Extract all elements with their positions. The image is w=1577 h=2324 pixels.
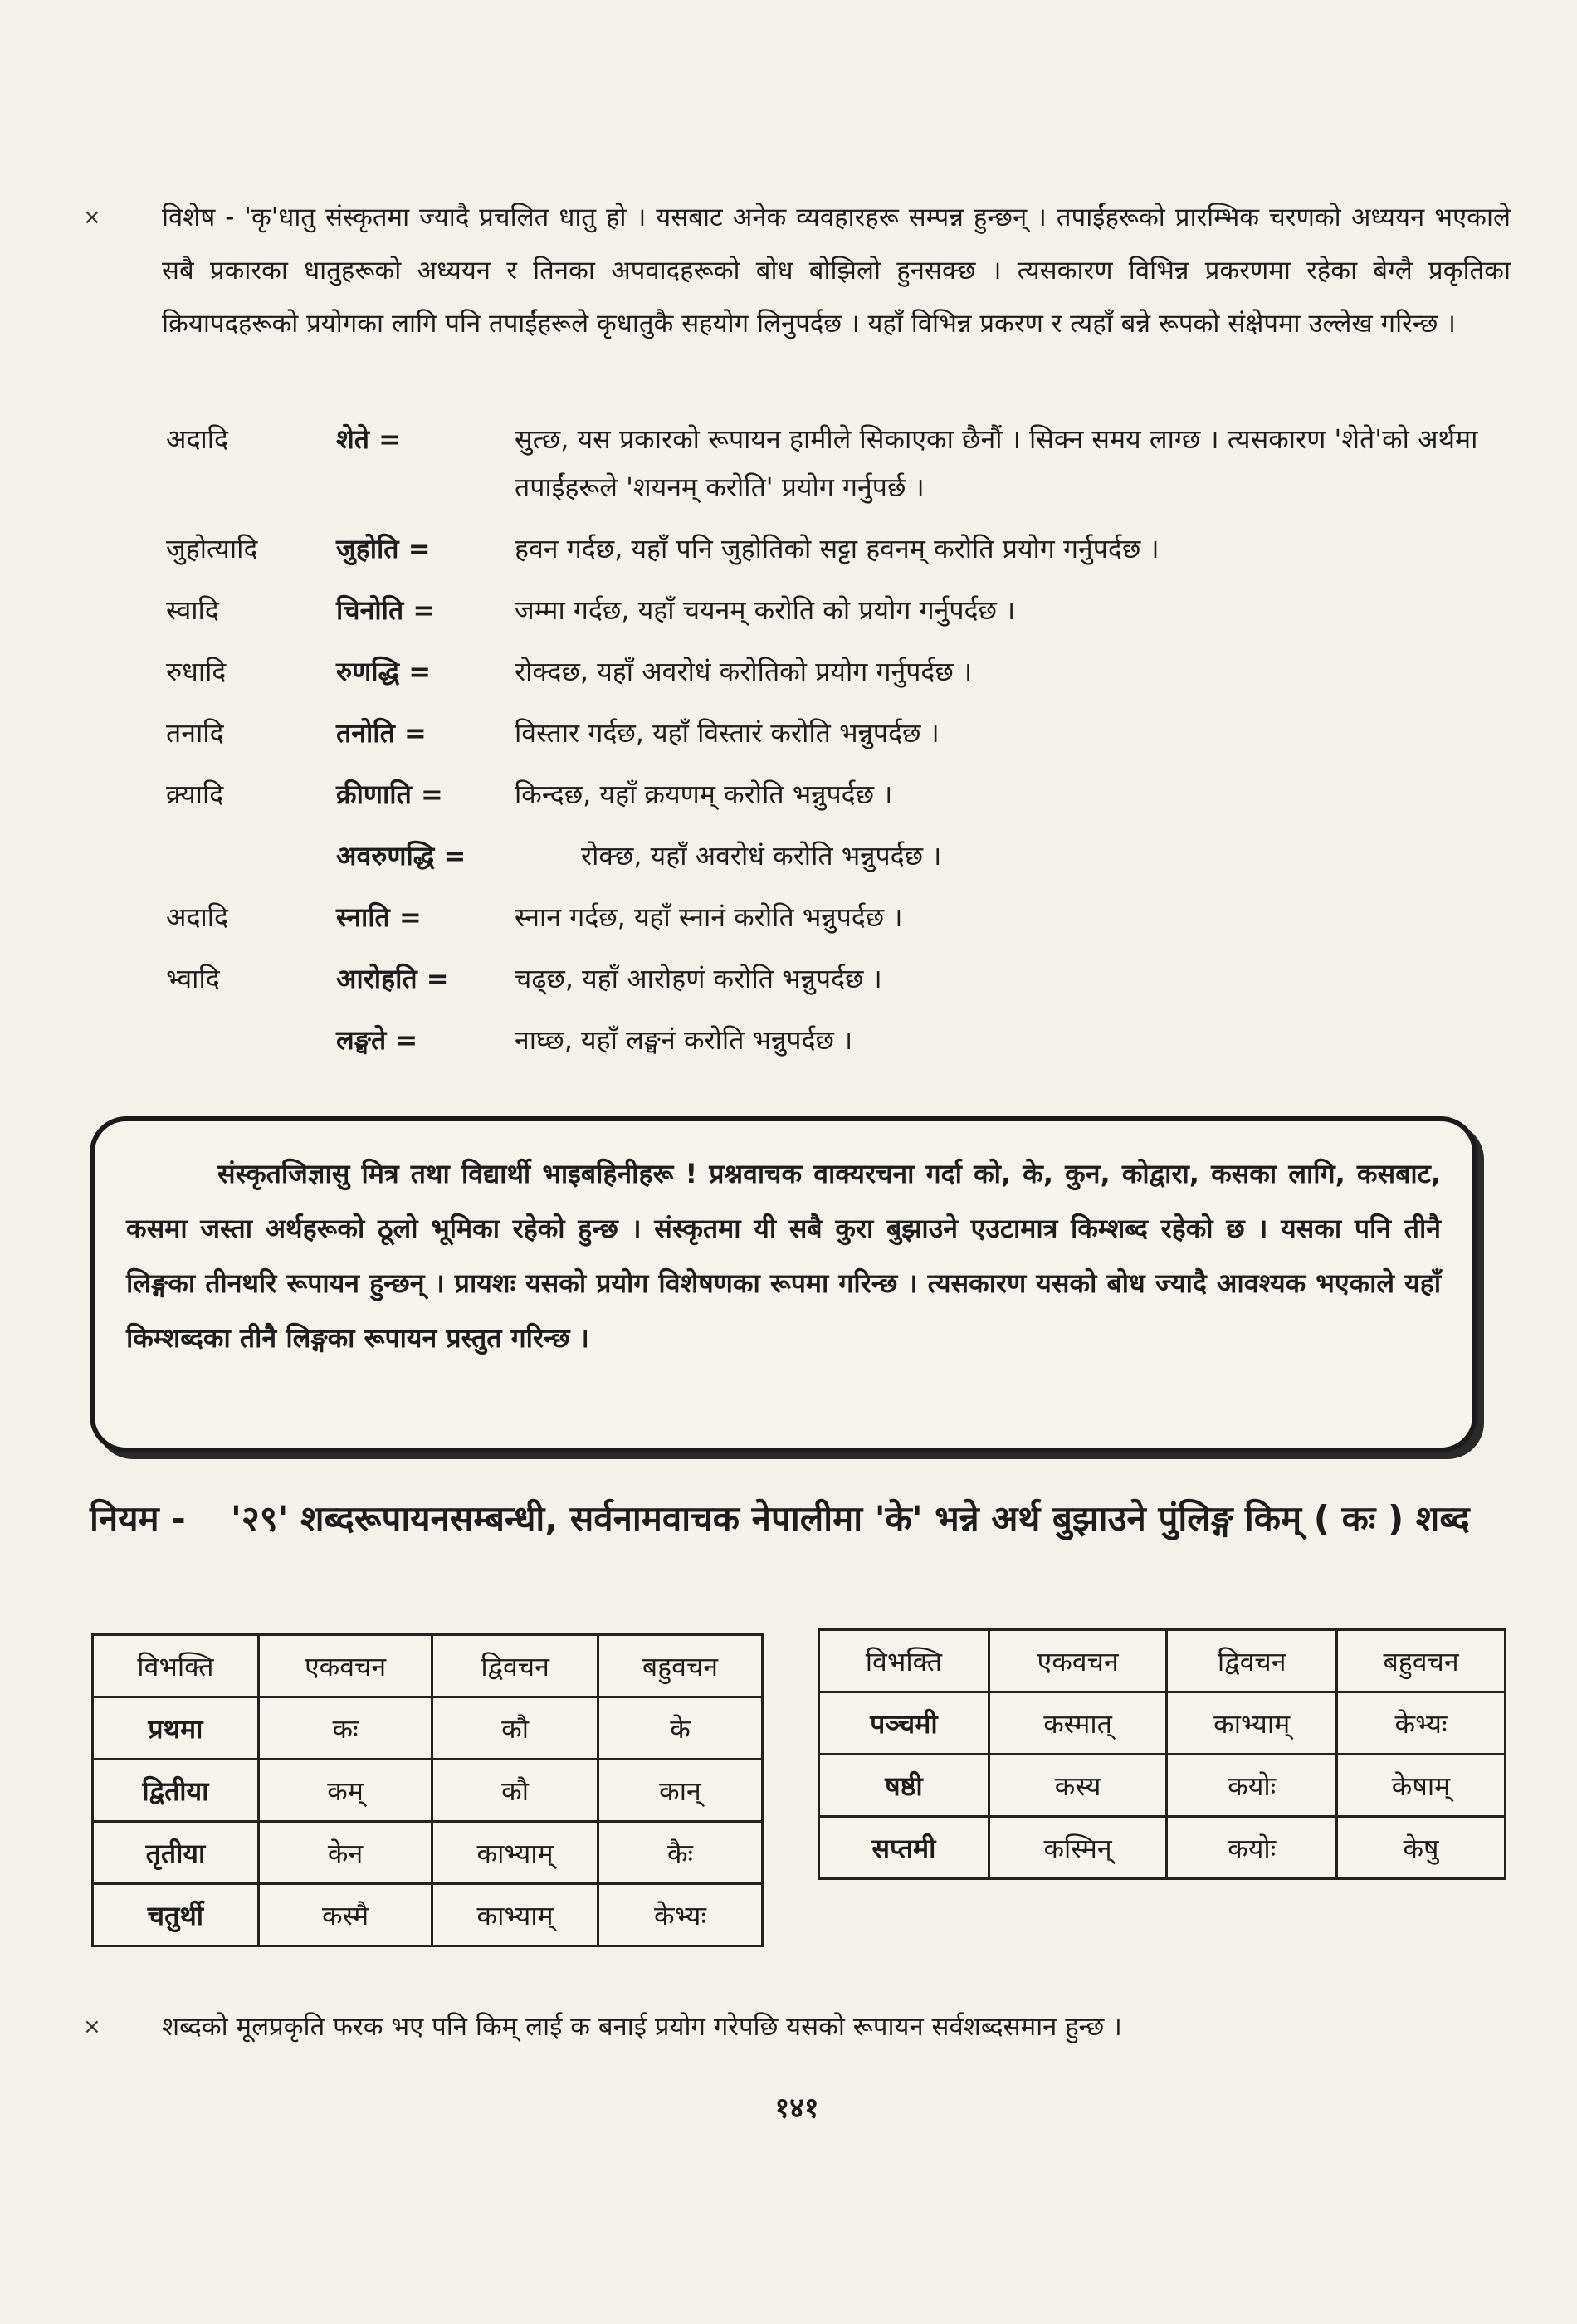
verb-row bbox=[166, 415, 1511, 511]
info-callout-box bbox=[90, 1116, 1477, 1452]
verb-gana: अदादि bbox=[166, 423, 229, 455]
verb-row bbox=[166, 893, 1511, 941]
verb-meaning: जम्मा गर्दछ, यहाँ चयनम् करोति को प्रयोग गर्नुपर्दछ । bbox=[515, 594, 1016, 626]
form-cell: केषाम् bbox=[1337, 1755, 1506, 1817]
footer-note-text: शब्दको मूलप्रकृति फरक भए पनि किम् लाई क बनाई प्रयोग गरेपछि यसको रूपायन सर्वशब्दसमान हुन्छ । bbox=[162, 2012, 1122, 2042]
verb-gana: क्र्यादि bbox=[166, 779, 224, 810]
verb-gana: भ्वादि bbox=[166, 963, 220, 994]
header-dvivachan: द्विवचन bbox=[432, 1635, 598, 1697]
verb-row bbox=[166, 647, 1511, 696]
verb-row bbox=[166, 525, 1511, 573]
form-cell: केभ्यः bbox=[598, 1884, 762, 1946]
rule-heading bbox=[90, 1486, 1517, 1552]
footer-note bbox=[83, 2000, 1511, 2053]
verb-form: क्रीणाति = bbox=[336, 779, 443, 810]
form-cell: काभ्याम् bbox=[432, 1884, 598, 1946]
form-cell: कस्मात् bbox=[989, 1692, 1167, 1755]
verb-row bbox=[166, 1016, 1511, 1064]
header-dvivachan: द्विवचन bbox=[1167, 1630, 1337, 1692]
header-bahuvachan: बहुवचन bbox=[1337, 1630, 1506, 1692]
table-header-row bbox=[819, 1630, 1506, 1692]
verb-form: आरोहति = bbox=[336, 963, 449, 994]
form-cell: कस्य bbox=[989, 1755, 1167, 1817]
case-cell: तृतीया bbox=[93, 1822, 259, 1884]
verb-meaning: किन्दछ, यहाँ क्रयणम् करोति भन्नुपर्दछ । bbox=[515, 779, 893, 810]
form-cell: कम् bbox=[258, 1760, 432, 1822]
verb-form: चिनोति = bbox=[336, 594, 436, 626]
case-cell: प्रथमा bbox=[93, 1697, 259, 1760]
rule-label: नियम - bbox=[90, 1498, 186, 1539]
header-ekavachan: एकवचन bbox=[989, 1630, 1167, 1692]
verb-form: लङ्घते = bbox=[336, 1024, 418, 1056]
verb-meaning: रोक्छ, यहाँ अवरोधं करोति भन्नुपर्दछ । bbox=[581, 840, 942, 872]
verb-row bbox=[166, 954, 1511, 1003]
form-cell: केन bbox=[258, 1822, 432, 1884]
header-vibhakti: विभक्ति bbox=[819, 1630, 989, 1692]
verb-gana: तनादि bbox=[166, 717, 224, 749]
verb-form: स्नाति = bbox=[336, 901, 422, 933]
form-cell: केभ्यः bbox=[1337, 1692, 1506, 1755]
verb-meaning: रोक्दछ, यहाँ अवरोधं करोतिको प्रयोग गर्नुपर्दछ । bbox=[515, 656, 973, 687]
verb-form: तनोति = bbox=[336, 717, 427, 749]
form-cell: काभ्याम् bbox=[432, 1822, 598, 1884]
verb-gana: जुहोत्यादि bbox=[166, 533, 258, 564]
table-row bbox=[819, 1817, 1506, 1879]
case-cell: पञ्चमी bbox=[819, 1692, 989, 1755]
verb-meaning: चढ्छ, यहाँ आरोहणं करोति भन्नुपर्दछ । bbox=[515, 963, 882, 994]
rule-text: '२९' शब्दरूपायनसम्बन्धी, सर्वनामवाचक नेपालीमा 'के' भन्ने अर्थ बुझाउने पुंलिङ्ग किम् ( कः ) शब्द bbox=[231, 1498, 1470, 1539]
verb-form: जुहोति = bbox=[336, 533, 431, 564]
form-cell: कस्मिन् bbox=[989, 1817, 1167, 1879]
declension-table-right bbox=[818, 1628, 1506, 1880]
verb-form: रुणद्धि = bbox=[336, 656, 432, 687]
verb-row bbox=[166, 709, 1511, 757]
table-header-row bbox=[93, 1635, 763, 1697]
form-cell: कः bbox=[258, 1697, 432, 1760]
intro-note bbox=[83, 191, 1511, 350]
verb-list bbox=[166, 415, 1511, 1077]
table-row bbox=[93, 1884, 763, 1946]
verb-gana: रुधादि bbox=[166, 656, 227, 687]
case-cell: द्वितीया bbox=[93, 1760, 259, 1822]
table-row bbox=[93, 1822, 763, 1884]
bullet-cross-icon: × bbox=[83, 205, 101, 230]
case-cell: सप्तमी bbox=[819, 1817, 989, 1879]
header-bahuvachan: बहुवचन bbox=[598, 1635, 762, 1697]
intro-note-text: विशेष - 'कृ'धातु संस्कृतमा ज्यादै प्रचलित धातु हो । यसबाट अनेक व्यवहारहरू सम्पन्न हुन्छन् । तपाईंहरूको प्रारम्भिक चरणको अध्ययन भएकाले सबै प्रकारका धातुहरूको अध्ययन र तिनका अपवादहरूको बोध बोझिलो हुनसक्छ । त्यसकारण विभिन्न प्रकरणमा रहेका बेग्लै प्रकृतिका क्रियापदहरूको प्रयोगका लागि पनि तपाईंहरूले कृधातुकै सहयोग लिनुपर्दछ । यहाँ विभिन्न प्रकरण र त्यहाँ बन्ने रूपको संक्षेपमा उल्लेख गरिन्छ । bbox=[162, 203, 1511, 339]
verb-gana: अदादि bbox=[166, 901, 229, 933]
bullet-cross-icon: × bbox=[83, 2014, 101, 2039]
form-cell: काभ्याम् bbox=[1167, 1692, 1337, 1755]
verb-row bbox=[166, 832, 1511, 880]
header-ekavachan: एकवचन bbox=[258, 1635, 432, 1697]
table-row bbox=[819, 1692, 1506, 1755]
form-cell: कयोः bbox=[1167, 1817, 1337, 1879]
form-cell: कैः bbox=[598, 1822, 762, 1884]
table-row bbox=[93, 1760, 763, 1822]
verb-meaning: विस्तार गर्दछ, यहाँ विस्तारं करोति भन्नुपर्दछ । bbox=[515, 717, 940, 749]
case-cell: चतुर्थी bbox=[93, 1884, 259, 1946]
page-number: १४१ bbox=[774, 2092, 819, 2125]
verb-meaning: स्नान गर्दछ, यहाँ स्नानं करोति भन्नुपर्दछ । bbox=[515, 901, 903, 933]
verb-meaning: नाघ्छ, यहाँ लङ्घनं करोति भन्नुपर्दछ । bbox=[515, 1024, 853, 1056]
case-cell: षष्ठी bbox=[819, 1755, 989, 1817]
verb-meaning: हवन गर्दछ, यहाँ पनि जुहोतिको सट्टा हवनम् करोति प्रयोग गर्नुपर्दछ । bbox=[515, 533, 1160, 564]
verb-row bbox=[166, 586, 1511, 634]
verb-form: अवरुणद्धि = bbox=[336, 840, 466, 872]
form-cell: केषु bbox=[1337, 1817, 1506, 1879]
table-row bbox=[819, 1755, 1506, 1817]
info-box-text: संस्कृतजिज्ञासु मित्र तथा विद्यार्थी भाइबहिनीहरू ! प्रश्नवाचक वाक्यरचना गर्दा को, के, कुन, कोद्वारा, कसका लागि, कसबाट, कसमा जस्ता अर्थहरूको ठूलो भूमिका रहेको हुन्छ । संस्कृतमा यी सबै कुरा बुझाउने एउटामात्र किम्शब्द रहेको छ । यसका पनि तीनै लिङ्गका तीनथरि रूपायन हुन्छन् । प्रायशः यसको प्रयोग विशेषणका रूपमा गरिन्छ । त्यसकारण यसको बोध ज्यादै आवश्यक भएकाले यहाँ किम्शब्दका तीनै लिङ्गका रूपायन प्रस्तुत गरिन्छ । bbox=[126, 1158, 1441, 1354]
form-cell: कयोः bbox=[1167, 1755, 1337, 1817]
form-cell: के bbox=[598, 1697, 762, 1760]
verb-meaning: सुत्छ, यस प्रकारको रूपायन हामीले सिकाएका छैनौं । सिक्न समय लाग्छ । त्यसकारण 'शेते'को अर्थमा तपाईंहरूले 'शयनम् करोति' प्रयोग गर्नुपर्छ । bbox=[515, 423, 1478, 503]
verb-form: शेते = bbox=[336, 423, 401, 455]
verb-gana: स्वादि bbox=[166, 594, 219, 626]
form-cell: कस्मै bbox=[258, 1884, 432, 1946]
declension-table-left bbox=[91, 1633, 764, 1947]
form-cell: कौ bbox=[432, 1760, 598, 1822]
form-cell: कान् bbox=[598, 1760, 762, 1822]
table-row bbox=[93, 1697, 763, 1760]
header-vibhakti: विभक्ति bbox=[93, 1635, 259, 1697]
verb-row bbox=[166, 770, 1511, 818]
form-cell: कौ bbox=[432, 1697, 598, 1760]
